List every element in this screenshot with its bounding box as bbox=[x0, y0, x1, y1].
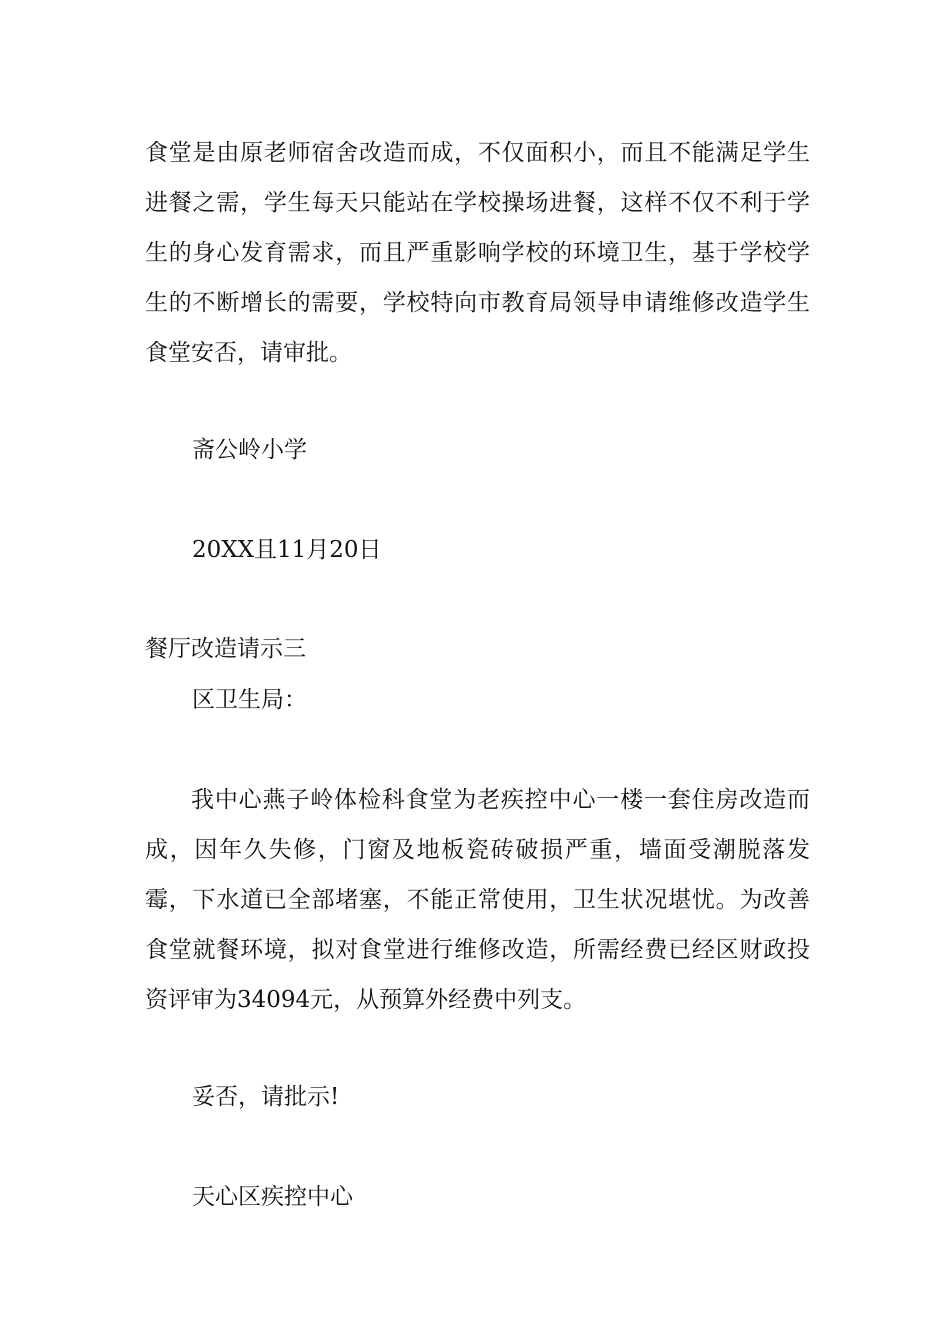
closing-line: 妥否，请批示! bbox=[192, 1084, 340, 1110]
paragraph-canteen-renovation-request: 食堂是由原老师宿舍改造而成，不仅面积小，而且不能满足学生进餐之需，学生每天只能站在学校操场进餐，这样不仅不利于学生的身心发育需求，而且严重影响学校的环境卫生，基于学校学生的不断增长的需要，学校特向市教育局领导申请维修改造学生食堂安否，请审批。 bbox=[145, 140, 810, 366]
section-title: 餐厅改造请示三 bbox=[145, 636, 306, 662]
signature-cdc: 天心区疾控中心 bbox=[192, 1184, 353, 1210]
date-line: 20XX且11月20日 bbox=[192, 537, 382, 563]
addressee: 区卫生局： bbox=[192, 687, 307, 713]
paragraph-dining-hall-repair: 我中心燕子岭体检科食堂为老疾控中心一楼一套住房改造而成，因年久失修，门窗及地板瓷砖破损严重，墙面受潮脱落发霉，下水道已全部堵塞，不能正常使用，卫生状况堪忧。为改善食堂就餐环境，拟对食堂进行维修改造，所需经费已经区财政投资评审为34094元，从预算外经费中列支。 bbox=[145, 787, 810, 1013]
signature-school: 斋公岭小学 bbox=[192, 437, 307, 463]
